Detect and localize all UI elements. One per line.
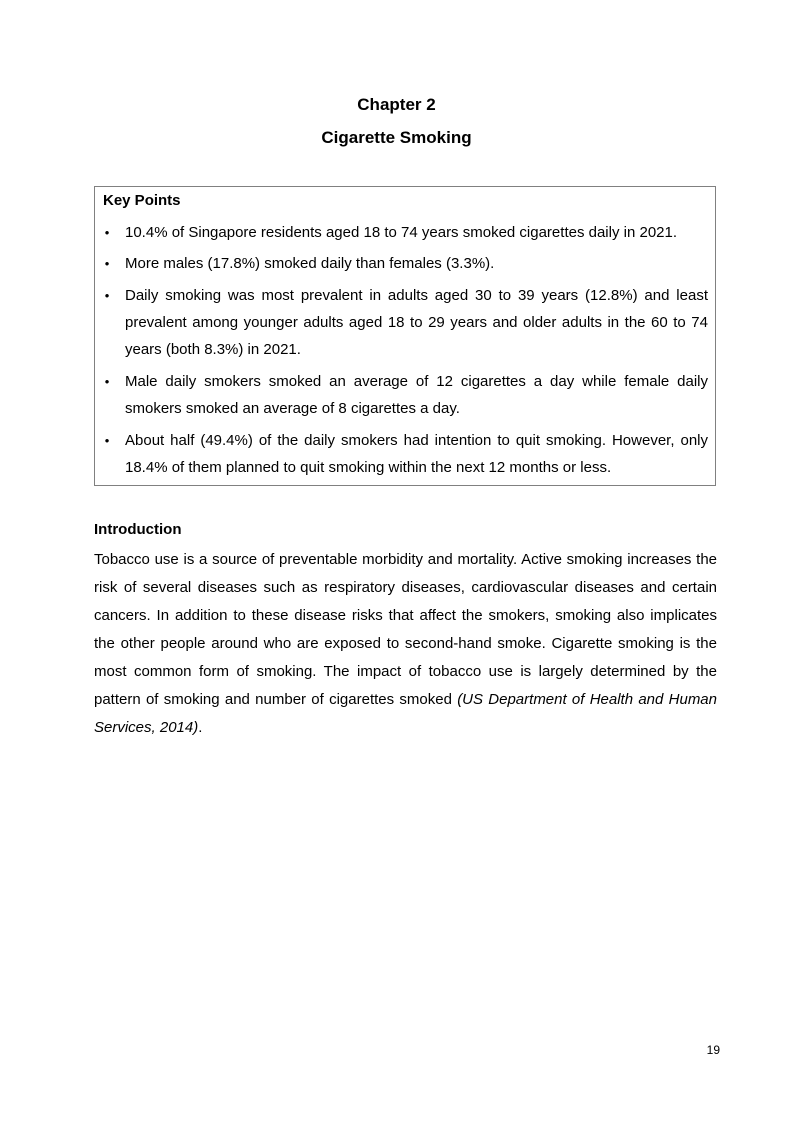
bullet-icon: • — [104, 225, 110, 240]
key-point-text: About half (49.4%) of the daily smokers had intention to quit smoking. However, only 18.4% of them planned to quit smoking within the next 12 months or less. — [125, 432, 708, 476]
introduction-text: Tobacco use is a source of preventable morbidity and mortality. Active smoking increases the risk of several diseases such as respiratory diseases, cardiovascular diseases and certain cancers. In addition to these disease risks that affect the smokers, smoking also implicates the other people around who are exposed to second-hand smoke. Cigarette smoking is the most common form of smoking. The impact of tobacco use is largely determined by the pattern of smoking and number of cigarettes smoked — [94, 551, 717, 708]
citation: (US Department of Health and Human Services, 2014) — [94, 691, 717, 736]
key-point-text: More males (17.8%) smoked daily than females (3.3%). — [125, 255, 495, 272]
key-points-title: Key Points — [103, 192, 181, 209]
key-point-text: Male daily smokers smoked an average of 12 cigarettes a day while female daily smokers smoked an average of 8 cigarettes a day. — [125, 373, 708, 417]
paragraph-end: . — [198, 719, 203, 736]
page-number: 19 — [706, 1043, 720, 1057]
introduction-heading: Introduction — [94, 521, 182, 538]
bullet-icon: • — [104, 256, 110, 271]
bullet-icon: • — [104, 288, 110, 303]
key-point-text: Daily smoking was most prevalent in adults aged 30 to 39 years (12.8%) and least prevalent among younger adults aged 18 to 29 years and older adults in the 60 to 74 years (both 8.3%) in 2021. — [125, 287, 708, 358]
key-point-text: 10.4% of Singapore residents aged 18 to 74 years smoked cigarettes daily in 2021. — [125, 224, 678, 241]
bullet-icon: • — [104, 374, 110, 389]
chapter-title: Cigarette Smoking — [321, 128, 472, 147]
chapter-number: Chapter 2 — [357, 95, 436, 114]
bullet-icon: • — [104, 433, 110, 448]
introduction-paragraph — [94, 546, 717, 742]
key-points-box — [94, 186, 716, 486]
